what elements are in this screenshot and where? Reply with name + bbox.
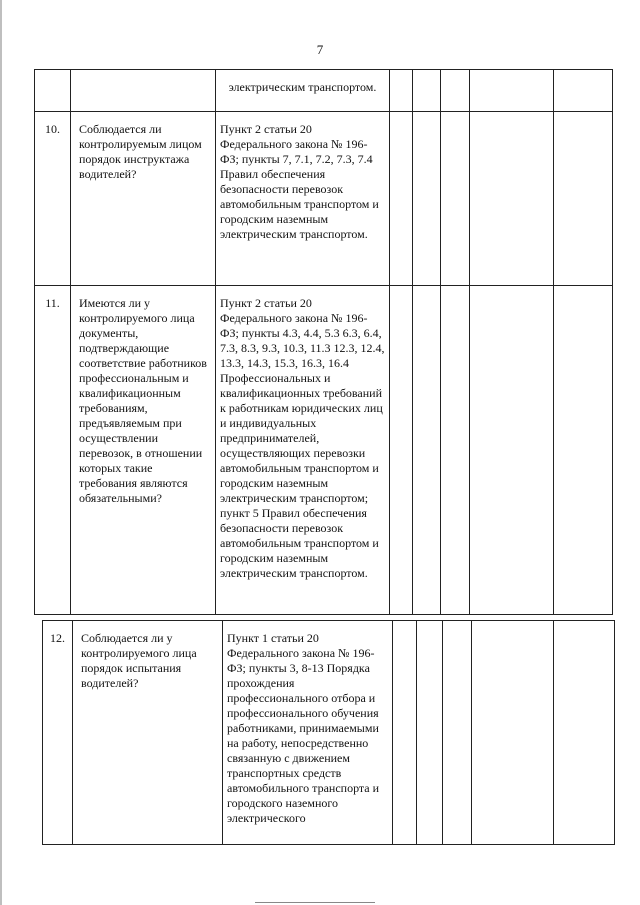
- question-text: Соблюдается ли контролируемым лицом порядок инструктажа водителей?: [71, 112, 216, 286]
- answer-yes-cell: [390, 112, 413, 286]
- row-number: 10.: [35, 112, 71, 286]
- answer-na-cell: [441, 112, 470, 286]
- note-cell: [470, 70, 554, 112]
- answer-na-cell: [441, 70, 470, 112]
- answer-no-cell: [413, 70, 441, 112]
- table-row: [35, 112, 613, 286]
- note-cell: [470, 112, 554, 286]
- legal-reference: Пункт 1 статьи 20 Федерального закона № 196-ФЗ; пункты 3, 8-13 Порядка прохождения профессионального отбора и профессионального обучения работниками, принимаемыми на работу, непосредственно связанную с движением транспортных средств автомобильного транспорта и городского наземного электрического: [223, 621, 393, 845]
- row-number: 11.: [35, 286, 71, 615]
- legal-reference: электрическим транспортом.: [216, 70, 390, 112]
- table-row: [43, 621, 615, 845]
- answer-no-cell: [413, 112, 441, 286]
- note-cell: [470, 286, 554, 615]
- row-number: 12.: [43, 621, 73, 845]
- answer-no-cell: [417, 621, 443, 845]
- scan-edge: [0, 0, 2, 905]
- legal-reference: Пункт 2 статьи 20 Федерального закона № 196-ФЗ; пункты 4.3, 4.4, 5.3 6.3, 6.4, 7.3, 8.3, 9.3, 10.3, 11.3 12.3, 12.4, 13.3, 14.3, 15.3, 16.3, 16.4 Профессиональных и квалификационных требований к работникам юридических лиц и индивидуальных предпринимателей, осуществляющих перевозки автомобильным транспортом и городским наземным электрическим транспортом; пункт 5 Правил обеспечения безопасности перевозок автомобильным транспортом и городским наземным электрическим транспортом.: [216, 286, 390, 615]
- table-row: [35, 286, 613, 615]
- question-text: Имеются ли у контролируемого лица документы, подтверждающие соответствие работников профессиональным и квалификационным требованиям, предъявляемым при осуществлении перевозок, в отношении которых такие требования являются обязательными?: [71, 286, 216, 615]
- answer-yes-cell: [393, 621, 417, 845]
- extra-cell: [554, 70, 613, 112]
- checklist-table-top: [34, 69, 613, 615]
- checklist-table-bottom: [42, 620, 615, 845]
- answer-na-cell: [441, 286, 470, 615]
- row-number-cell: [35, 70, 71, 112]
- question-cell: [71, 70, 216, 112]
- answer-yes-cell: [390, 286, 413, 615]
- scan-artifact-line: [255, 902, 375, 903]
- answer-na-cell: [443, 621, 472, 845]
- legal-reference: Пункт 2 статьи 20 Федерального закона № 196-ФЗ; пункты 7, 7.1, 7.2, 7.3, 7.4 Правил обеспечения безопасности перевозок автомобильным транспортом и городским наземным электрическим транспортом.: [216, 112, 390, 286]
- extra-cell: [554, 621, 615, 845]
- extra-cell: [554, 286, 613, 615]
- table-row: [35, 70, 613, 112]
- page-number: 7: [316, 42, 324, 57]
- note-cell: [472, 621, 554, 845]
- extra-cell: [554, 112, 613, 286]
- question-text: Соблюдается ли у контролируемого лица порядок испытания водителей?: [73, 621, 223, 845]
- answer-yes-cell: [390, 70, 413, 112]
- answer-no-cell: [413, 286, 441, 615]
